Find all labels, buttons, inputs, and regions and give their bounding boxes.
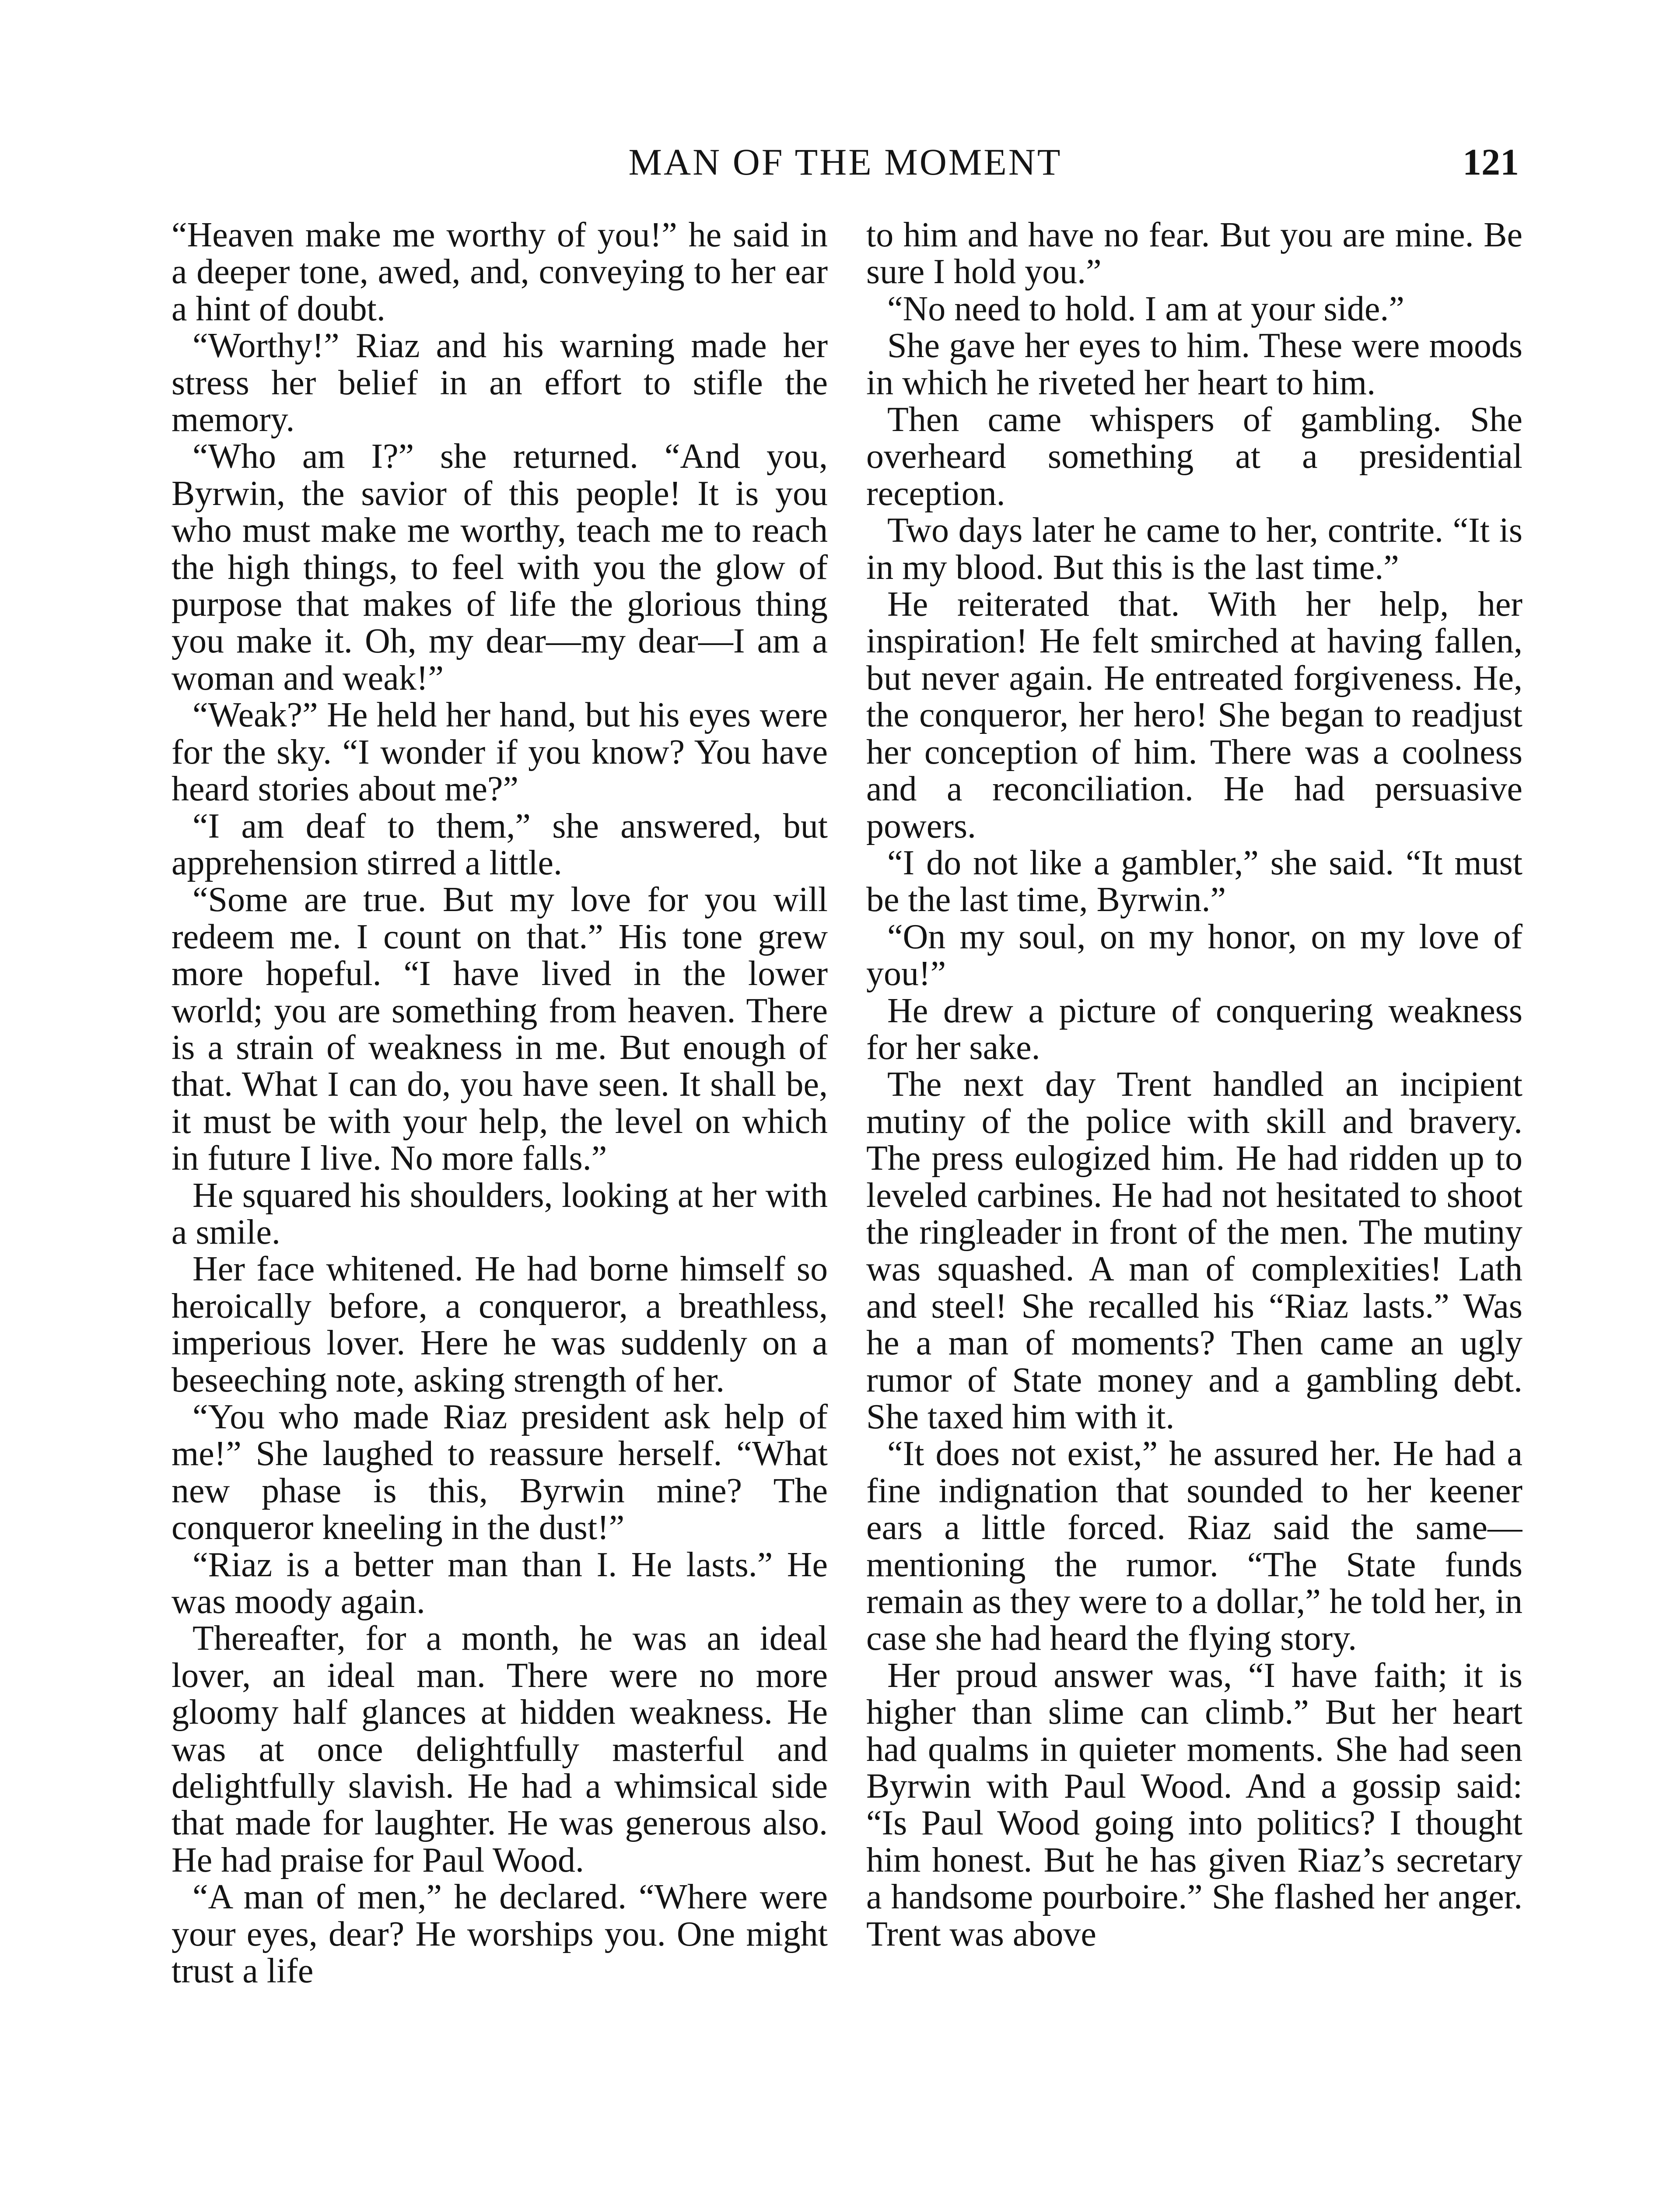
- paragraph: Two days later he came to her, contrite. “It is in my blood. But this is the last time.”: [866, 511, 1522, 587]
- paragraph: “On my soul, on my honor, on my love of you!”: [866, 917, 1522, 993]
- paragraph: The next day Trent handled an incipient mutiny of the police with skill and bravery. The press eulogized him. He had ridden up to leveled carbines. He had not hesitated to shoot the ringleader in front of the men. The mutiny was squashed. A man of complexities! Lath and steel! She recalled his “Riaz lasts.” Was he a man of moments? Then came an ugly rumor of State money and a gambling debt. She taxed him with it.: [866, 1065, 1522, 1436]
- paragraph: “I do not like a gambler,” she said. “It must be the last time, Byrwin.”: [866, 843, 1522, 919]
- paragraph: “It does not exist,” he assured her. He had a fine indignation that sounded to her keener ears a little forced. Riaz said the same—mentioning the rumor. “The State funds remain as they were to a dollar,” he told her, in case she had heard the flying story.: [866, 1434, 1522, 1658]
- right-column: [866, 217, 1522, 2188]
- paragraph: “Riaz is a better man than I. He lasts.” He was moody again.: [172, 1545, 828, 1621]
- page-number: 121: [1463, 141, 1519, 183]
- paragraph: “Who am I?” she returned. “And you, Byrwin, the savior of this people! It is you who must make me worthy, teach me to reach the high things, to feel with you the glow of purpose that makes of life the glorious thing you make it. Oh, my dear—my dear—I am a woman and weak!”: [172, 437, 828, 698]
- paragraph: “A man of men,” he declared. “Where were your eyes, dear? He worships you. One might trust a life: [172, 1878, 828, 1991]
- paragraph: He squared his shoulders, looking at her with a smile.: [172, 1176, 828, 1252]
- paragraph: “Weak?” He held her hand, but his eyes were for the sky. “I wonder if you know? You have heard stories about me?”: [172, 696, 828, 809]
- paragraph: to him and have no fear. But you are mine. Be sure I hold you.”: [866, 217, 1522, 291]
- paragraph: Thereafter, for a month, he was an ideal lover, an ideal man. There were no more gloomy half glances at hidden weakness. He was at once delightfully masterful and delightfully slavish. He had a whimsical side that made for laughter. He was generous also. He had praise for Paul Wood.: [172, 1619, 828, 1879]
- paragraph: “Worthy!” Riaz and his warning made her stress her belief in an effort to stifle the memory.: [172, 326, 828, 439]
- paragraph: She gave her eyes to him. These were moods in which he riveted her heart to him.: [866, 326, 1522, 402]
- left-column: [172, 217, 828, 2188]
- paragraph: He reiterated that. With her help, her inspiration! He felt smirched at having fallen, but never again. He entreated forgiveness. He, the conqueror, her hero! She began to readjust her conception of him. There was a coolness and a reconciliation. He had persuasive powers.: [866, 585, 1522, 845]
- paragraph: “Heaven make me worthy of you!” he said in a deeper tone, awed, and, conveying to her ear a hint of doubt.: [172, 217, 828, 328]
- paragraph: He drew a picture of conquering weakness for her sake.: [866, 991, 1522, 1067]
- paragraph: Her proud answer was, “I have faith; it is higher than slime can climb.” But her heart had qualms in quieter moments. She had seen Byrwin with Paul Wood. And a gossip said: “Is Paul Wood going into politics? I thought him honest. But he has given Riaz’s secretary a handsome pourboire.” She flashed her anger. Trent was above: [866, 1656, 1522, 1953]
- paragraph: “I am deaf to them,” she answered, but apprehension stirred a little.: [172, 806, 828, 882]
- paragraph: “You who made Riaz president ask help of me!” She laughed to reassure herself. “What new phase is this, Byrwin mine? The conqueror kneeling in the dust!”: [172, 1398, 828, 1547]
- paragraph: Her face whitened. He had borne himself so heroically before, a conqueror, a breathless, imperious lover. Here he was suddenly on a beseeching note, asking strength of her.: [172, 1250, 828, 1399]
- running-title: MAN OF THE MOMENT: [628, 141, 1062, 183]
- paragraph: “Some are true. But my love for you will redeem me. I count on that.” His tone grew more hopeful. “I have lived in the lower world; you are something from heaven. There is a strain of weakness in me. But enough of that. What I can do, you have seen. It shall be, it must be with your help, the level on which in future I live. No more falls.”: [172, 880, 828, 1178]
- paragraph: Then came whispers of gambling. She overheard something at a presidential reception.: [866, 400, 1522, 513]
- page-header: [172, 131, 1519, 197]
- paragraph: “No need to hold. I am at your side.”: [887, 289, 1404, 328]
